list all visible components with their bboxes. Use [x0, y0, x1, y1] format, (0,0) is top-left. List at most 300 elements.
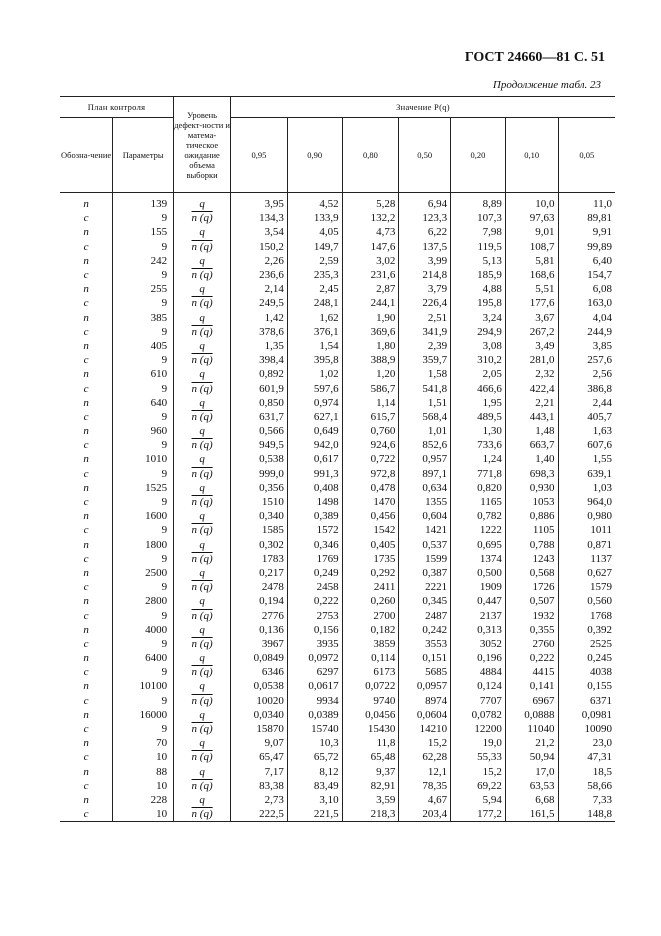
cell-designation: n [60, 452, 113, 466]
cell-value: 0,124 [451, 679, 506, 693]
cell-value: 0,820 [451, 481, 506, 495]
cell-value: 0,222 [287, 594, 342, 608]
cell-value: 2,59 [287, 254, 342, 268]
table-row [60, 722, 615, 736]
cell-value: 1,58 [399, 367, 451, 381]
header-probability: 0,80 [342, 118, 399, 193]
cell-value: 107,3 [451, 211, 506, 225]
cell-designation: c [60, 523, 113, 537]
cell-designation: c [60, 467, 113, 481]
cell-value: 0,182 [342, 623, 399, 637]
cell-parameter: 70 [113, 736, 174, 750]
cell-value: 168,6 [505, 268, 558, 282]
cell-level: q [174, 623, 231, 637]
cell-value: 0,0340 [230, 708, 287, 722]
table-row [60, 765, 615, 779]
cell-value: 2,44 [558, 396, 615, 410]
cell-value: 1542 [342, 523, 399, 537]
cell-parameter: 9 [113, 608, 174, 622]
cell-value: 6346 [230, 665, 287, 679]
cell-value: 147,6 [342, 240, 399, 254]
cell-level: q [174, 594, 231, 608]
table-row [60, 495, 615, 509]
cell-value: 236,6 [230, 268, 287, 282]
cell-value: 586,7 [342, 381, 399, 395]
cell-value: 83,49 [287, 779, 342, 793]
cell-value: 398,4 [230, 353, 287, 367]
cell-value: 15,2 [451, 765, 506, 779]
table-row [60, 193, 615, 212]
cell-parameter: 1600 [113, 509, 174, 523]
cell-value: 0,507 [505, 594, 558, 608]
cell-value: 1,51 [399, 396, 451, 410]
cell-value: 177,2 [451, 807, 506, 822]
cell-value: 2525 [558, 637, 615, 651]
cell-level: q [174, 311, 231, 325]
cell-level: n (q) [174, 240, 231, 254]
cell-level: q [174, 254, 231, 268]
cell-value: 1165 [451, 495, 506, 509]
cell-designation: c [60, 381, 113, 395]
cell-designation: n [60, 193, 113, 212]
cell-value: 5,94 [451, 793, 506, 807]
cell-designation: n [60, 736, 113, 750]
cell-value: 631,7 [230, 410, 287, 424]
cell-designation: c [60, 722, 113, 736]
cell-level: n (q) [174, 467, 231, 481]
cell-designation: c [60, 353, 113, 367]
cell-parameter: 88 [113, 765, 174, 779]
cell-value: 4038 [558, 665, 615, 679]
cell-level: q [174, 708, 231, 722]
cell-value: 17,0 [505, 765, 558, 779]
cell-value: 50,94 [505, 750, 558, 764]
cell-value: 0,560 [558, 594, 615, 608]
cell-value: 244,1 [342, 296, 399, 310]
cell-level: n (q) [174, 694, 231, 708]
cell-parameter: 9 [113, 467, 174, 481]
cell-level: n (q) [174, 637, 231, 651]
cell-value: 4884 [451, 665, 506, 679]
cell-parameter: 139 [113, 193, 174, 212]
table-row [60, 509, 615, 523]
cell-value: 0,196 [451, 651, 506, 665]
table-row [60, 268, 615, 282]
table-row [60, 311, 615, 325]
header-designation: Обозна-чение [60, 118, 113, 193]
cell-level: n (q) [174, 807, 231, 822]
cell-value: 3,67 [505, 311, 558, 325]
cell-value: 0,0957 [399, 679, 451, 693]
cell-designation: c [60, 665, 113, 679]
cell-value: 10,3 [287, 736, 342, 750]
cell-value: 6,40 [558, 254, 615, 268]
cell-designation: c [60, 438, 113, 452]
cell-value: 0,538 [230, 452, 287, 466]
cell-value: 2411 [342, 580, 399, 594]
table-row [60, 594, 615, 608]
cell-value: 11,0 [558, 193, 615, 212]
cell-value: 4,05 [287, 225, 342, 239]
header-probability: 0,50 [399, 118, 451, 193]
cell-value: 1222 [451, 523, 506, 537]
cell-value: 137,5 [399, 240, 451, 254]
cell-value: 1421 [399, 523, 451, 537]
cell-designation: c [60, 750, 113, 764]
cell-value: 4,73 [342, 225, 399, 239]
header-values: Значение P(q) [230, 97, 615, 118]
cell-level: n (q) [174, 353, 231, 367]
cell-value: 163,0 [558, 296, 615, 310]
header-probability: 0,90 [287, 118, 342, 193]
cell-value: 1,24 [451, 452, 506, 466]
table-row [60, 240, 615, 254]
cell-value: 5,13 [451, 254, 506, 268]
cell-value: 466,6 [451, 381, 506, 395]
cell-value: 214,8 [399, 268, 451, 282]
cell-level: q [174, 396, 231, 410]
cell-value: 12,1 [399, 765, 451, 779]
cell-value: 1,02 [287, 367, 342, 381]
cell-value: 2,21 [505, 396, 558, 410]
table-row [60, 623, 615, 637]
cell-level: n (q) [174, 779, 231, 793]
cell-value: 221,5 [287, 807, 342, 822]
cell-value: 6371 [558, 694, 615, 708]
cell-value: 0,151 [399, 651, 451, 665]
table-row [60, 807, 615, 822]
cell-value: 6173 [342, 665, 399, 679]
cell-parameter: 9 [113, 353, 174, 367]
table-row [60, 651, 615, 665]
cell-parameter: 16000 [113, 708, 174, 722]
cell-value: 2,32 [505, 367, 558, 381]
cell-level: n (q) [174, 750, 231, 764]
cell-parameter: 9 [113, 552, 174, 566]
cell-value: 1,35 [230, 339, 287, 353]
cell-value: 2,39 [399, 339, 451, 353]
cell-value: 5,81 [505, 254, 558, 268]
cell-level: n (q) [174, 580, 231, 594]
cell-level: n (q) [174, 722, 231, 736]
table-row [60, 452, 615, 466]
cell-value: 405,7 [558, 410, 615, 424]
cell-value: 12200 [451, 722, 506, 736]
table-row [60, 367, 615, 381]
cell-parameter: 10 [113, 779, 174, 793]
cell-level: n (q) [174, 665, 231, 679]
cell-parameter: 4000 [113, 623, 174, 637]
cell-value: 11040 [505, 722, 558, 736]
cell-level: n (q) [174, 552, 231, 566]
cell-designation: c [60, 552, 113, 566]
cell-value: 1,40 [505, 452, 558, 466]
cell-value: 942,0 [287, 438, 342, 452]
cell-value: 0,392 [558, 623, 615, 637]
cell-value: 0,456 [342, 509, 399, 523]
cell-value: 639,1 [558, 467, 615, 481]
cell-value: 0,249 [287, 566, 342, 580]
cell-value: 3967 [230, 637, 287, 651]
cell-value: 9,07 [230, 736, 287, 750]
cell-value: 0,980 [558, 509, 615, 523]
cell-parameter: 255 [113, 282, 174, 296]
table-row [60, 523, 615, 537]
cell-value: 21,2 [505, 736, 558, 750]
cell-value: 4415 [505, 665, 558, 679]
cell-value: 119,5 [451, 240, 506, 254]
cell-value: 134,3 [230, 211, 287, 225]
cell-designation: c [60, 268, 113, 282]
cell-value: 0,340 [230, 509, 287, 523]
cell-value: 226,4 [399, 296, 451, 310]
header-probability: 0,05 [558, 118, 615, 193]
cell-value: 341,9 [399, 325, 451, 339]
cell-value: 0,604 [399, 509, 451, 523]
cell-value: 3,79 [399, 282, 451, 296]
cell-value: 0,478 [342, 481, 399, 495]
cell-value: 2,73 [230, 793, 287, 807]
cell-value: 0,260 [342, 594, 399, 608]
cell-designation: c [60, 410, 113, 424]
cell-parameter: 1800 [113, 538, 174, 552]
table-row [60, 410, 615, 424]
cell-level: q [174, 679, 231, 693]
cell-value: 2,51 [399, 311, 451, 325]
table-body [60, 193, 615, 822]
cell-value: 0,245 [558, 651, 615, 665]
cell-value: 1,95 [451, 396, 506, 410]
cell-parameter: 385 [113, 311, 174, 325]
cell-value: 0,0389 [287, 708, 342, 722]
cell-value: 0,871 [558, 538, 615, 552]
cell-parameter: 1010 [113, 452, 174, 466]
cell-designation: n [60, 254, 113, 268]
cell-parameter: 960 [113, 424, 174, 438]
cell-value: 281,0 [505, 353, 558, 367]
cell-value: 2760 [505, 637, 558, 651]
cell-value: 2,14 [230, 282, 287, 296]
cell-value: 0,0849 [230, 651, 287, 665]
cell-value: 5685 [399, 665, 451, 679]
cell-value: 0,788 [505, 538, 558, 552]
cell-value: 83,38 [230, 779, 287, 793]
table-row [60, 637, 615, 651]
cell-designation: n [60, 509, 113, 523]
cell-value: 2776 [230, 608, 287, 622]
cell-level: q [174, 736, 231, 750]
cell-value: 1579 [558, 580, 615, 594]
cell-value: 62,28 [399, 750, 451, 764]
cell-value: 0,0456 [342, 708, 399, 722]
cell-value: 0,345 [399, 594, 451, 608]
cell-value: 3,99 [399, 254, 451, 268]
cell-value: 1932 [505, 608, 558, 622]
cell-value: 0,194 [230, 594, 287, 608]
cell-value: 149,7 [287, 240, 342, 254]
cell-level: q [174, 367, 231, 381]
cell-value: 733,6 [451, 438, 506, 452]
cell-value: 897,1 [399, 467, 451, 481]
cell-level: n (q) [174, 608, 231, 622]
cell-value: 65,48 [342, 750, 399, 764]
cell-value: 1735 [342, 552, 399, 566]
cell-designation: c [60, 211, 113, 225]
cell-designation: n [60, 424, 113, 438]
cell-value: 0,0888 [505, 708, 558, 722]
header-params: Параметры [113, 118, 174, 193]
cell-value: 2700 [342, 608, 399, 622]
cell-value: 222,5 [230, 807, 287, 822]
cell-value: 2,26 [230, 254, 287, 268]
cell-parameter: 10 [113, 750, 174, 764]
cell-value: 3,24 [451, 311, 506, 325]
cell-value: 0,634 [399, 481, 451, 495]
cell-value: 195,8 [451, 296, 506, 310]
cell-value: 2,45 [287, 282, 342, 296]
cell-level: q [174, 452, 231, 466]
cell-value: 395,8 [287, 353, 342, 367]
header-probability: 0,95 [230, 118, 287, 193]
cell-value: 150,2 [230, 240, 287, 254]
cell-designation: n [60, 679, 113, 693]
cell-level: n (q) [174, 325, 231, 339]
table-row [60, 481, 615, 495]
cell-value: 1374 [451, 552, 506, 566]
cell-value: 2,05 [451, 367, 506, 381]
cell-value: 489,5 [451, 410, 506, 424]
cell-value: 231,6 [342, 268, 399, 282]
cell-value: 4,52 [287, 193, 342, 212]
cell-value: 69,22 [451, 779, 506, 793]
cell-value: 0,387 [399, 566, 451, 580]
cell-designation: c [60, 779, 113, 793]
table-row [60, 694, 615, 708]
table-row [60, 325, 615, 339]
cell-parameter: 10 [113, 807, 174, 822]
cell-value: 235,3 [287, 268, 342, 282]
cell-value: 0,695 [451, 538, 506, 552]
cell-value: 8,12 [287, 765, 342, 779]
cell-value: 949,5 [230, 438, 287, 452]
cell-value: 1137 [558, 552, 615, 566]
cell-value: 0,892 [230, 367, 287, 381]
cell-value: 0,566 [230, 424, 287, 438]
cell-value: 607,6 [558, 438, 615, 452]
cell-value: 1,62 [287, 311, 342, 325]
cell-value: 0,356 [230, 481, 287, 495]
table-row [60, 608, 615, 622]
cell-value: 1,42 [230, 311, 287, 325]
cell-value: 7,17 [230, 765, 287, 779]
cell-value: 14210 [399, 722, 451, 736]
cell-value: 58,66 [558, 779, 615, 793]
cell-designation: n [60, 282, 113, 296]
cell-value: 185,9 [451, 268, 506, 282]
cell-level: n (q) [174, 296, 231, 310]
cell-value: 0,389 [287, 509, 342, 523]
cell-designation: n [60, 566, 113, 580]
cell-value: 1510 [230, 495, 287, 509]
cell-value: 1,55 [558, 452, 615, 466]
table-row [60, 708, 615, 722]
cell-value: 443,1 [505, 410, 558, 424]
cell-designation: n [60, 225, 113, 239]
cell-value: 3,49 [505, 339, 558, 353]
cell-value: 6,68 [505, 793, 558, 807]
cell-value: 9934 [287, 694, 342, 708]
cell-designation: c [60, 637, 113, 651]
table-row [60, 779, 615, 793]
cell-value: 18,5 [558, 765, 615, 779]
cell-level: q [174, 282, 231, 296]
cell-value: 9,01 [505, 225, 558, 239]
cell-value: 3,08 [451, 339, 506, 353]
table-row [60, 438, 615, 452]
cell-value: 1599 [399, 552, 451, 566]
table-row [60, 353, 615, 367]
cell-value: 1572 [287, 523, 342, 537]
cell-level: n (q) [174, 410, 231, 424]
cell-value: 1726 [505, 580, 558, 594]
table-row [60, 566, 615, 580]
cell-value: 6,08 [558, 282, 615, 296]
cell-value: 108,7 [505, 240, 558, 254]
cell-parameter: 9 [113, 523, 174, 537]
cell-value: 1,63 [558, 424, 615, 438]
header-probability: 0,10 [505, 118, 558, 193]
page-header: ГОСТ 24660—81 С. 51 [464, 50, 605, 65]
cell-value: 7707 [451, 694, 506, 708]
cell-level: q [174, 566, 231, 580]
cell-value: 0,0722 [342, 679, 399, 693]
cell-value: 698,3 [505, 467, 558, 481]
cell-value: 601,9 [230, 381, 287, 395]
cell-value: 6,22 [399, 225, 451, 239]
header-probability: 0,20 [451, 118, 506, 193]
cell-value: 0,408 [287, 481, 342, 495]
cell-value: 203,4 [399, 807, 451, 822]
cell-value: 369,6 [342, 325, 399, 339]
cell-value: 82,91 [342, 779, 399, 793]
cell-parameter: 9 [113, 438, 174, 452]
cell-value: 1768 [558, 608, 615, 622]
cell-value: 1355 [399, 495, 451, 509]
cell-value: 422,4 [505, 381, 558, 395]
cell-value: 9,91 [558, 225, 615, 239]
cell-value: 19,0 [451, 736, 506, 750]
cell-value: 15,2 [399, 736, 451, 750]
table-row [60, 467, 615, 481]
cell-value: 386,8 [558, 381, 615, 395]
cell-value: 2458 [287, 580, 342, 594]
table-row [60, 296, 615, 310]
cell-designation: n [60, 765, 113, 779]
table-row [60, 750, 615, 764]
cell-value: 1470 [342, 495, 399, 509]
cell-value: 991,3 [287, 467, 342, 481]
cell-level: n (q) [174, 438, 231, 452]
cell-level: n (q) [174, 211, 231, 225]
cell-parameter: 9 [113, 240, 174, 254]
cell-parameter: 1525 [113, 481, 174, 495]
cell-value: 89,81 [558, 211, 615, 225]
cell-parameter: 242 [113, 254, 174, 268]
cell-designation: c [60, 296, 113, 310]
table-row [60, 254, 615, 268]
table-row [60, 381, 615, 395]
table-row [60, 793, 615, 807]
